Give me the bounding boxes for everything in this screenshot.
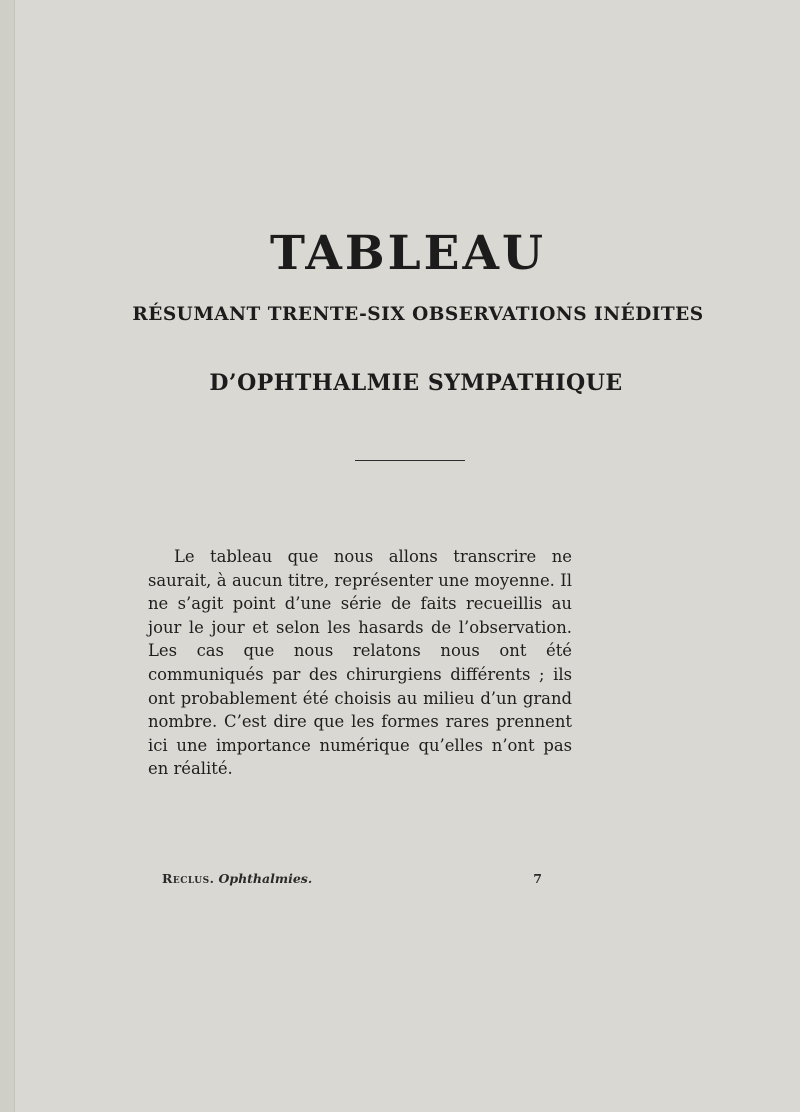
page-footer <box>162 871 542 886</box>
body-paragraph: Le tableau que nous allons transcrire ne saurait, à aucun titre, représenter une moyenne. Il ne s’agit point d’une série de faits recueillis au jour le jour et selon les hasards de l’observation. Les cas que nous relatons nous ont été communiqués par des chirurgiens différents ; ils ont probablement été choisis au milieu d’un grand nombre. C’est dire que les formes rares prennent ici une importance numérique qu’elles n’ont pas en réalité. <box>148 547 572 779</box>
footer-author: Reclus. <box>162 871 215 886</box>
title-heading: TABLEAU <box>270 226 546 281</box>
footer-signature-mark: 7 <box>533 871 542 886</box>
subtitle-line-2: D’OPHTHALMIE SYMPATHIQUE <box>209 370 623 396</box>
subtitle-line-1: RÉSUMANT TRENTE-SIX OBSERVATIONS INÉDITES <box>132 304 704 325</box>
page-binding-edge <box>0 0 15 1112</box>
separator-rule <box>355 460 465 461</box>
footer-work-title: Ophthalmies. <box>218 871 313 886</box>
